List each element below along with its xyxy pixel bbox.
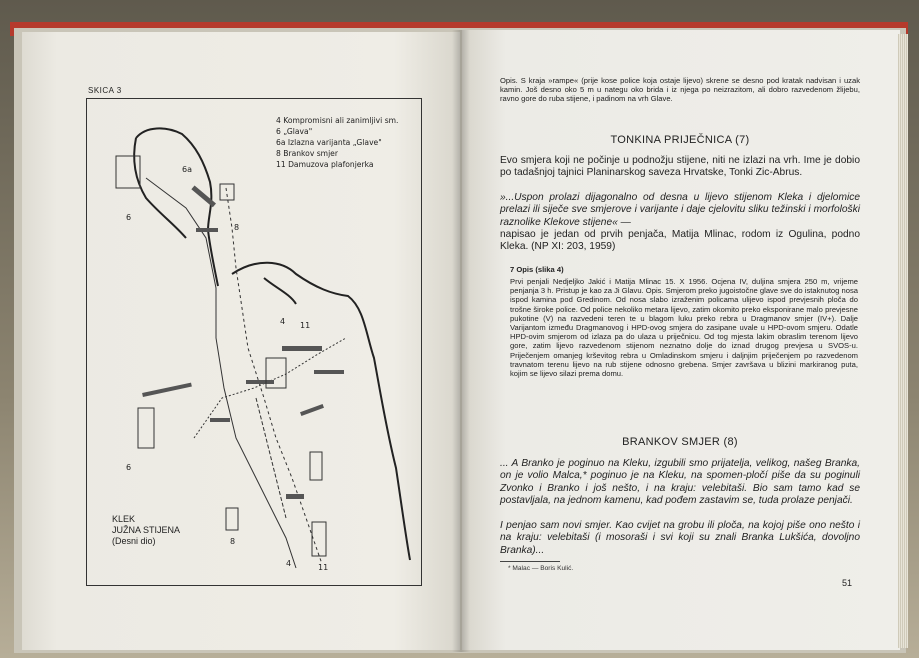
map-label-11-top: 11 [300, 321, 311, 330]
book-gutter [452, 30, 470, 652]
route-sketch-map [86, 98, 420, 584]
footnote-rule [500, 561, 560, 562]
legend-item: 6 „Glava" [276, 127, 313, 136]
intro-paragraph: Opis. S kraja »rampe« (prije kose police koja ostaje lijevo) skrene se desno pod kratak nadvisan i uzak kamin. Još desno oko 5 m u nategu oko brida i iz njega po neizrazitom, ali dobro razvedenom žlijebu, ravno gore do ruba stijene, i padinom na vrh Glave. [500, 76, 860, 104]
page-edges [898, 34, 908, 648]
legend-item: 11 Damuzova plafonjerka [276, 160, 374, 169]
footnote: * Malac — Boris Kulić. [508, 565, 574, 572]
small-ridge-line [264, 278, 296, 304]
map-label-4-top: 4 [280, 317, 286, 326]
sketch-label: SKICA 3 [88, 86, 122, 95]
map-label-8-bottom: 8 [230, 537, 236, 546]
route-description: Prvi penjali Nedjeljko Jakić i Matija Mlinac 15. X 1956. Ocjena IV, duljina smjera 250 m, vrijeme penjanja 3 h. Pristup je kao za Ji Glavu. Opis. Smjerom preko jugoistočne glave sve do istaknutog nosa ispod kamina pod Gredinom. Od nosa slabo izraženim policama ulijevo ispod prevjesnih ploča do trošne široke police. Od police nekoliko metara lijevo, zatim okomito preko eksponirane malo prevjesne pukotine (V) na razvedeni teren te u blagom luku preko rebra u Dragmanov smjer (IV+). Dalje Varijantom između Dragmanovog i HPD-ovog smjera do zasipane uvale u HPD-ovom smjeru. Odatle HPD-ovim smjerom od izlaza pa do ulaza u priječnicu. Od tog mjesta lakim obraslim terenom lijevo gore, zatim lijevo razvedenom stijenom neznatno dolje do iznad drugog prevjesa u SVOS-u. Priječenjem omanjeg krševitog rebra u Omladinskom smjeru i daljnjim priječenjem po razvedenom travnatom terenu lijevo na rub stijene odnosno grebena. Smjer završava u blizini markiranog puta, kojim se lijevo silazi prema domu. [510, 277, 858, 379]
map-label-6-bottom: 6 [126, 463, 132, 472]
right-ridge-line [232, 263, 410, 560]
legend-item: 8 Brankov smjer [276, 149, 338, 158]
route-line-6 [146, 178, 296, 568]
legend-item: 6a Izlazna varijanta „Glave" [276, 138, 382, 147]
map-label-6-top: 6 [126, 213, 132, 222]
sketch-legend [276, 115, 398, 170]
subheading-opis: 7 Opis (slika 4) [510, 265, 564, 274]
map-title [112, 514, 180, 547]
heading-tonkina: TONKINA PRIJEČNICA (7) [610, 134, 750, 146]
page-number: 51 [842, 578, 853, 588]
left-ridge-line [136, 128, 218, 286]
map-label-4-bottom: 4 [286, 559, 292, 568]
route-line-8 [226, 188, 322, 564]
map-label-6a: 6a [182, 165, 192, 174]
quote-novi-smjer: I penjao sam novi smjer. Kao cvijet na grobu ili ploča, na kojoj piše ono nešto i na kraju: velebitaši (i mosoraši i svi koji su znali Branka Lukšića, dovoljno Branka)... [500, 520, 860, 556]
map-title-line: (Desni dio) [112, 536, 156, 546]
quote-mlinac: »...Uspon prolazi dijagonalno od desna u lijevo stijenom Kleka i djelomice prelazi ili siječe sve smjerove i varijante i daje cjelovitu sliku težinski i morfološki raznolike Klekove stijene« — [500, 192, 860, 228]
quote-branko: ... A Branko je poginuo na Kleku, izgubili smo prijatelja, velikog, našeg Branka, on je volio Malca,* poginuo je na Kleku, na spomen-pločí piše da su poginuli Zvonko i Branko i još nešto, i na kraju: velebitaši. Bio sam tamo kad se postavljala, na jednom kamenu, kad pođem zastavim se, tuda prolaze penjači. [500, 458, 860, 507]
map-label-11-bottom: 11 [318, 563, 329, 572]
map-label-8-top: 8 [234, 223, 240, 232]
map-title-line: JUŽNA STIJENA [112, 525, 181, 535]
paragraph-mlinac-source: napisao je jedan od prvih penjača, Matija Mlinac, rodom iz Ogulina, podno Kleka. (NP XI: 203, 1959) [500, 229, 860, 253]
paragraph-tonkina: Evo smjera koji ne počinje u podnožju stijene, niti ne izlazi na vrh. Ime je dobio po tadašnjoj tajnici Planinarskog saveza Hrvatske, Tonki Zic-Abrus. [500, 155, 860, 179]
map-title-line: KLEK [112, 514, 136, 524]
route-line-4 [256, 398, 286, 518]
legend-item: 4 Kompromisni ali zanimljivi sm. [276, 116, 399, 125]
heading-brankov: BRANKOV SMJER (8) [622, 436, 738, 448]
